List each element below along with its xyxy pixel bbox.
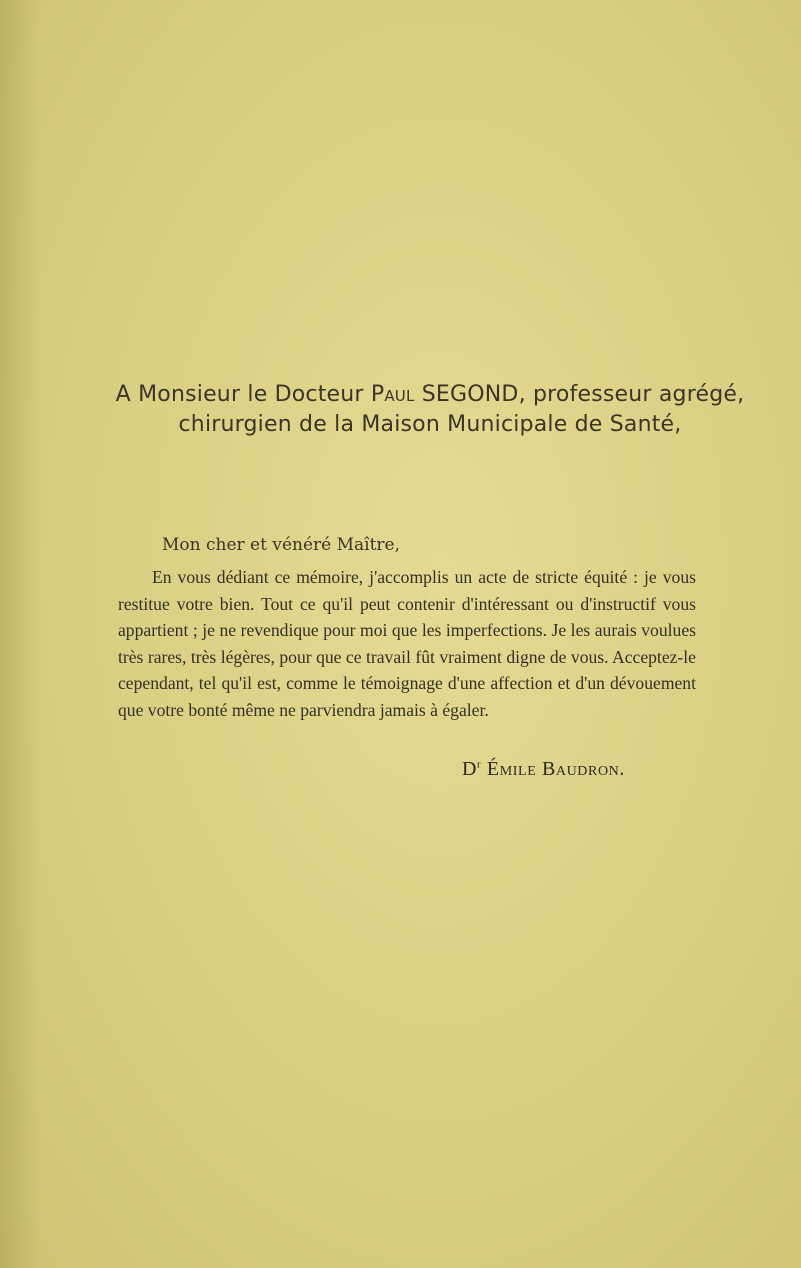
dedication-prefix: A Monsieur le Docteur (115, 382, 371, 407)
salutation: Mon cher et vénéré Maître, (162, 535, 401, 555)
dedicatee-title: professeur agrégé, (525, 382, 745, 407)
letter-body (118, 564, 696, 723)
dedicatee-first-name: Paul (370, 382, 415, 407)
dedication-line-2: chirurgien de la Maison Municipale de Santé, (178, 412, 682, 437)
signature-title-superscript: r (477, 758, 482, 771)
letter-body-text: En vous dédiant ce mémoire, j'accomplis un acte de stricte équité : je vous restitue votre bien. Tout ce qu'il peut contenir d'intéressant ou d'instructif vous appartient ; je ne revendique pour moi que les imperfections. Je les aurais voulues très rares, très légères, pour que ce travail fût vraiment digne de vous. Acceptez-le cependant, tel qu'il est, comme le témoignage d'une affection et d'un dévouement que votre bonté même ne parviendra jamais à égaler. (118, 567, 696, 720)
dedication-heading (90, 380, 770, 440)
signature (462, 758, 625, 781)
signature-name: Émile Baudron. (481, 758, 625, 780)
dedicatee-last-name: SEGOND, (414, 382, 526, 407)
signature-title: D (462, 758, 478, 780)
dedication-line-1 (90, 380, 770, 410)
